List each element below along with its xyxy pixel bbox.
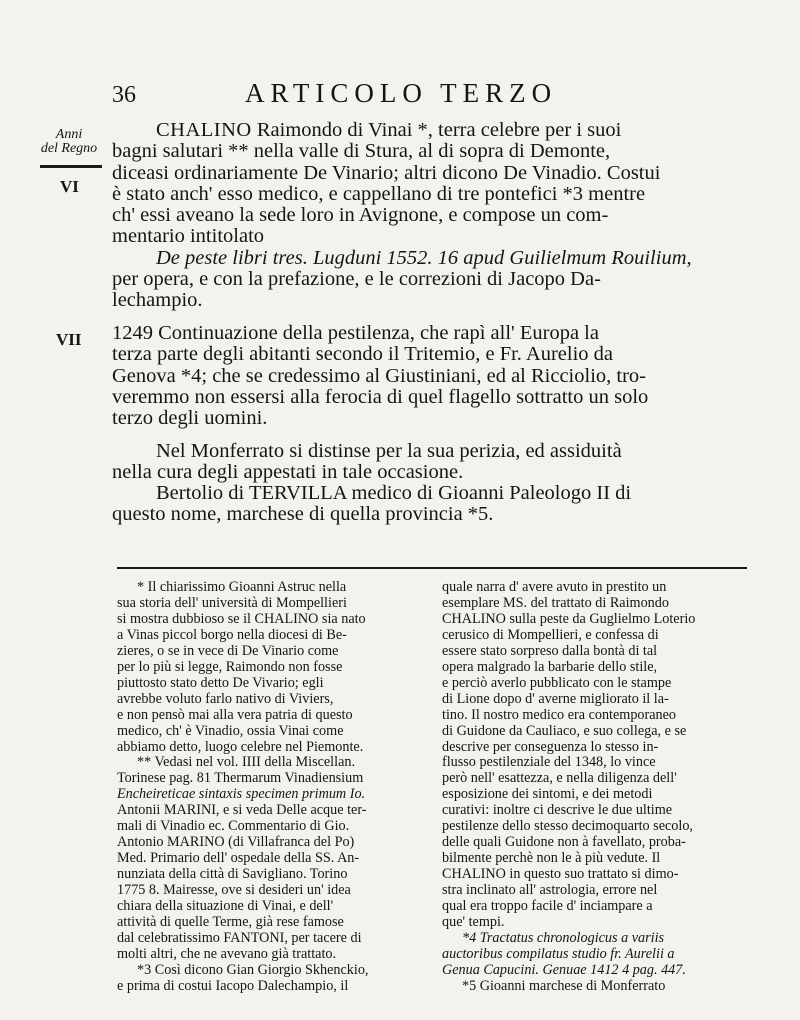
- footnote-line: que' tempi.: [442, 914, 505, 931]
- footnote-line: flusso pestilenziale del 1348, lo vince: [442, 754, 656, 771]
- footnote-line: Antonio MARINO (di Villafranca del Po): [117, 834, 355, 851]
- page-number: 36: [112, 82, 136, 108]
- footnote-rule: [117, 567, 747, 569]
- reign-year-vi: VI: [60, 177, 79, 196]
- entry-name: CHALINO: [156, 119, 252, 141]
- footnote-line: descrive per conseguenza lo stesso in-: [442, 738, 659, 755]
- footnote-line: essere stato sorpreso dalla bontà di tal: [442, 642, 658, 659]
- footnote-line: quale narra d' avere avuto in prestito un: [442, 579, 667, 595]
- entry-line: per opera, e con la prefazione, e le correzioni di Jacopo Da-: [112, 268, 601, 291]
- footnote-line: *4 Tractatus chronologicus a variis: [462, 929, 665, 946]
- margin-rule: [40, 165, 102, 168]
- footnote-line: tino. Il nostro medico era contemporaneo: [442, 706, 677, 723]
- entry-pestilenza: [112, 323, 752, 429]
- footnote-line: qual era troppo facile d' inciampare a: [442, 898, 653, 915]
- entry-line: Bertolio di TERVILLA medico di Gioanni Paleologo II di: [156, 482, 632, 504]
- footnote-line: e prima di costui Iacopo Dalechampio, il: [117, 977, 349, 994]
- footnote-line: dal celebratissimo FANTONI, per tacere di: [117, 929, 362, 946]
- footnote-line: Genua Capucini. Genuae 1412 4 pag. 447.: [442, 961, 686, 978]
- footnote-line: CHALINO in questo suo trattato si dimo-: [442, 866, 679, 883]
- reign-year-vii: VII: [56, 330, 82, 349]
- entry-line: mentario intitolato: [112, 225, 265, 248]
- footnote-line: Antonii MARINI, e si veda Delle acque ter-: [117, 802, 367, 819]
- entry-line: è stato anch' esso medico, e cappellano di tre pontefici *3 mentre: [112, 182, 646, 205]
- footnote-line: piuttosto stato detto De Vivario; egli: [117, 674, 324, 691]
- entry-chalino: [112, 120, 752, 312]
- margin-anni-label: Anni: [55, 127, 83, 142]
- footnote-line: nunziata della città di Savigliano. Torino: [117, 866, 348, 883]
- footnote-line: chiara della situazione di Vinai, e dell': [117, 898, 334, 915]
- running-title: ARTICOLO TERZO: [245, 78, 558, 108]
- footnote-line: mali di Vinadio ec. Commentario di Gio.: [117, 818, 350, 835]
- footnote-line: CHALINO sulla peste da Guglielmo Loterio: [442, 610, 696, 627]
- entry-line: nella cura degli appestati in tale occasione.: [112, 461, 464, 484]
- footnote-line: di Lione dopo d' averne migliorato il la-: [442, 690, 669, 707]
- footnote-line: e perciò averlo pubblicato con le stampe: [442, 674, 672, 691]
- footnote-line: medico, ch' è Vinadio, ossia Vinai come: [117, 722, 344, 739]
- footnote-line: Encheireticae sintaxis specimen primum Io.: [117, 786, 366, 803]
- footnote-line: a Vinas piccol borgo nella diocesi di Be-: [117, 626, 347, 643]
- footnote-line: pestilenze dello stesso decimoquarto secolo,: [442, 818, 693, 835]
- footnote-line: si mostra dubbioso se il CHALINO sia nato: [117, 610, 366, 627]
- footnotes-right-column: [442, 580, 747, 995]
- margin-regno-label: del Regno: [40, 141, 98, 156]
- footnote-line: abbiamo detto, luogo celebre nel Piemonte.: [117, 738, 364, 755]
- book-title: De peste libri tres. Lugduni 1552. 16 apud Guilielmum Rouilium,: [156, 246, 692, 269]
- footnote-line: curativi: inoltre ci descrive le due ultime: [442, 802, 673, 819]
- entry-line: 1249 Continuazione della pestilenza, che rapì all' Europa la: [112, 322, 599, 344]
- entry-line: ch' essi aveano la sede loro in Avignone, e compose un com-: [112, 204, 609, 227]
- footnote-line: e non pensò mai alla vera patria di questo: [117, 706, 353, 723]
- entry-line: veremmo non essersi alla ferocia di quel flagello sottratto un solo: [112, 385, 649, 408]
- entry-line: bagni salutari ** nella valle di Stura, al di sopra di Demonte,: [112, 140, 611, 163]
- footnote-line: Torinese pag. 81 Thermarum Vinadiensium: [117, 770, 364, 787]
- footnote-line: per lo più si legge, Raimondo non fosse: [117, 658, 343, 675]
- footnote-line: molti altri, che ne avevano già trattato.: [117, 945, 337, 962]
- footnote-line: *5 Gioanni marchese di Monferrato: [462, 977, 666, 994]
- footnote-line: esposizione dei sintomi, e dei metodi: [442, 786, 653, 803]
- footnotes-left-column: [117, 580, 419, 995]
- entry-bertolio: [112, 483, 752, 526]
- footnote-line: 1775 8. Mairesse, ove si desideri un' idea: [117, 882, 351, 899]
- footnote-line: ** Vedasi nel vol. IIII della Miscellan.: [137, 754, 356, 771]
- footnote-line: bilmente perchè non le à più vedute. Il: [442, 850, 661, 867]
- entry-line: Nel Monferrato si distinse per la sua perizia, ed assiduità: [156, 440, 622, 462]
- entry-line: terzo degli uomini.: [112, 407, 268, 430]
- entry-line: [112, 120, 752, 141]
- entry-line: terza parte degli abitanti secondo il Tritemio, e Fr. Aurelio da: [112, 343, 613, 366]
- margin-anni-del-regno: [34, 128, 104, 156]
- footnote-line: esemplare MS. del trattato di Raimondo: [442, 594, 669, 611]
- entry-text: Raimondo di Vinai *, terra celebre per i suoi: [256, 119, 622, 141]
- footnote-line: delle quali Guidone non à favellato, proba-: [442, 834, 686, 851]
- entry-line: diceasi ordinariamente De Vinario; altri dicono De Vinadio. Costui: [112, 161, 661, 184]
- footnote-line: Med. Primario dell' ospedale della SS. An-: [117, 850, 360, 867]
- footnote-line: di Guidone da Cauliaco, e suo collega, e se: [442, 722, 687, 739]
- footnote-line: attività di quelle Terme, già rese famose: [117, 914, 344, 931]
- entry-line: Genova *4; che se credessimo al Giustiniani, ed al Ricciolio, tro-: [112, 364, 646, 387]
- entry-line: questo nome, marchese di quella provincia *5.: [112, 503, 494, 526]
- footnote-line: *3 Così dicono Gian Giorgio Skhenckio,: [137, 961, 369, 978]
- footnote-line: stra inclinato all' astrologia, errore nel: [442, 882, 658, 899]
- footnote-line: * Il chiarissimo Gioanni Astruc nella: [137, 579, 347, 595]
- entry-monferrato: [112, 441, 752, 484]
- footnote-line: auctoribus compilatus studio fr. Aurelii a: [442, 945, 675, 962]
- footnote-line: opera malgrado la barbarie dello stile,: [442, 658, 658, 675]
- entry-line: lechampio.: [112, 289, 203, 312]
- footnote-line: avrebbe voluto farlo nativo di Viviers,: [117, 690, 334, 707]
- footnote-line: sua storia dell' università di Mompellieri: [117, 594, 347, 611]
- footnote-line: cerusico di Mompellieri, e confessa di: [442, 626, 659, 643]
- footnote-line: però nell' esattezza, e nella diligenza dell': [442, 770, 677, 787]
- footnote-line: zieres, o se in vece di De Vinario come: [117, 642, 339, 659]
